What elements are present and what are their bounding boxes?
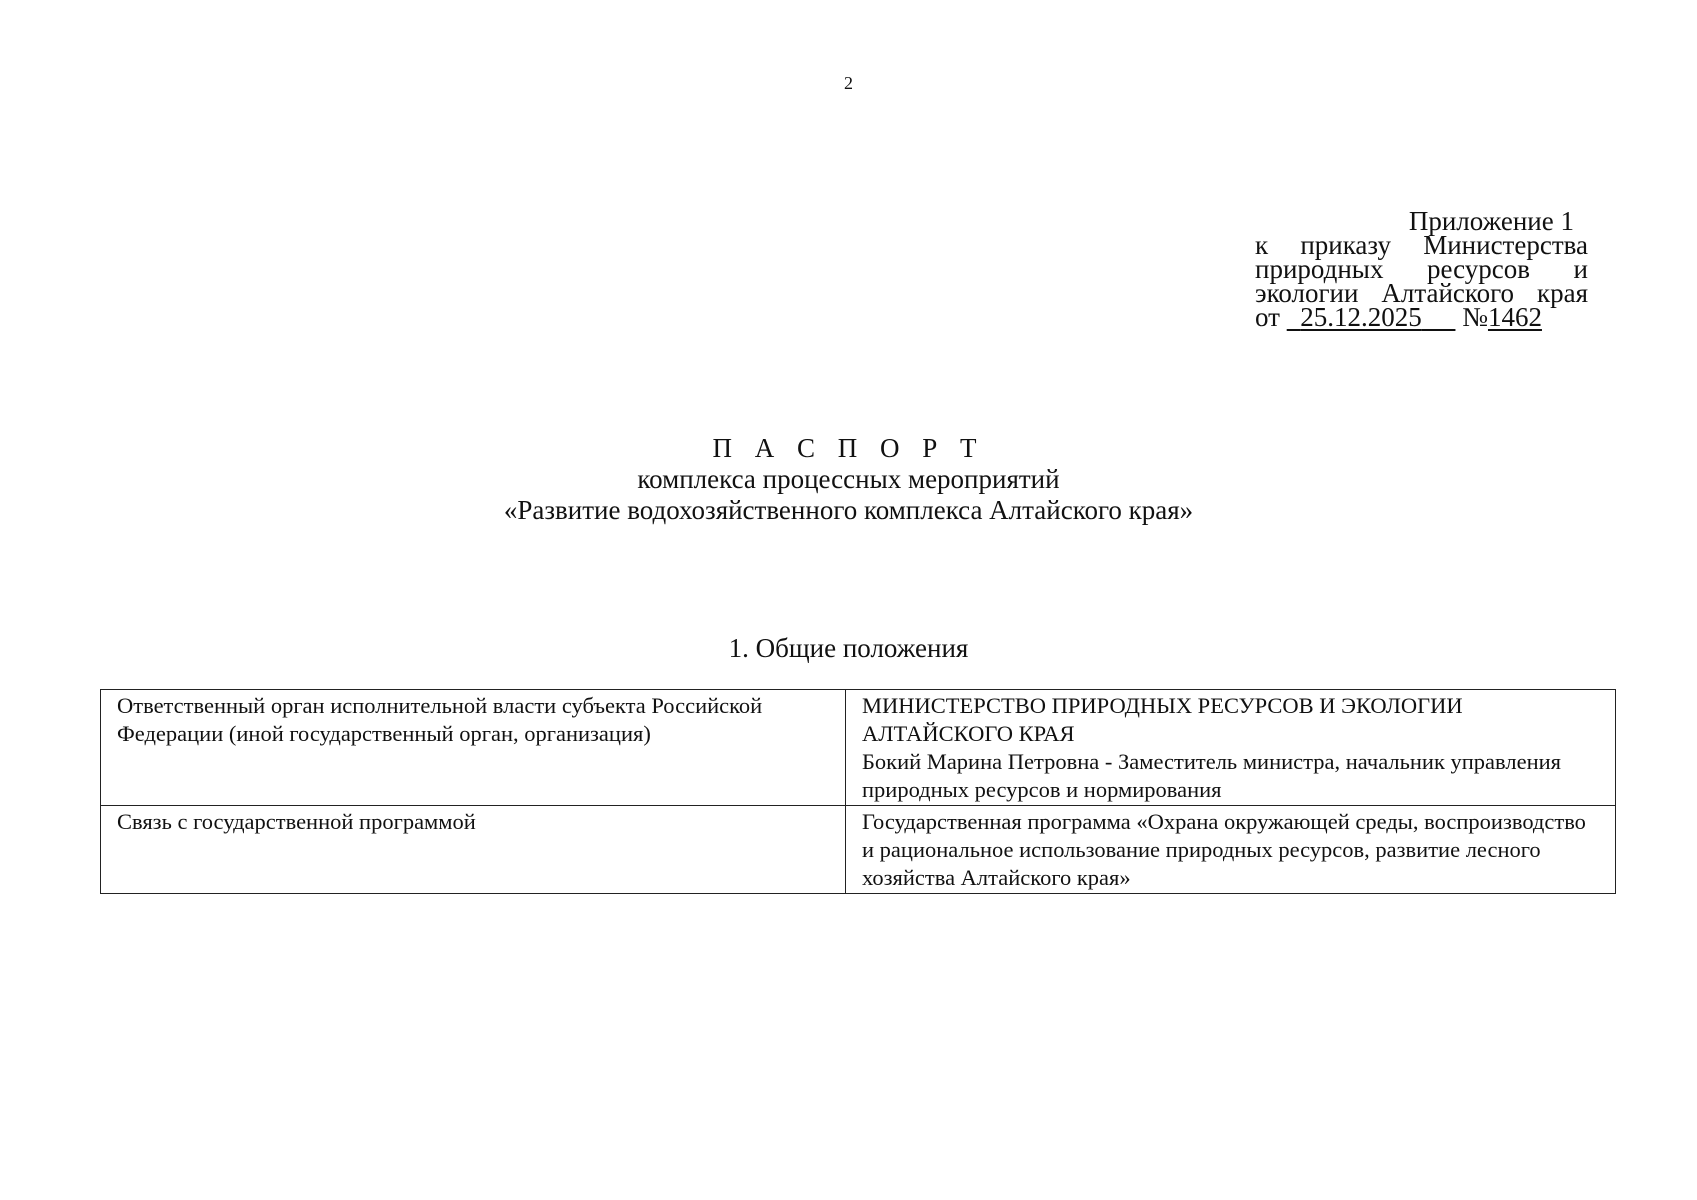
passport-title: П А С П О Р Т [712,433,985,463]
table-cell-value [846,690,1616,806]
appendix-block [1255,206,1588,332]
table-cell-label: Связь с государственной программой [101,806,846,894]
passport-subtitle: комплекса процессных мероприятий [637,464,1060,494]
appendix-date-line [1255,302,1588,332]
section-title: 1. Общие положения [728,633,969,663]
appendix-line-1: к приказу Министерства [1255,230,1588,260]
page-number: 2 [844,73,853,93]
appendix-date [1287,302,1456,332]
state-program-link: Государственная программа «Охрана окружающей среды, воспроизводство и рациональное использование природных ресурсов, развитие лесного хозяйства Алтайского края» [862,809,1586,890]
appendix-line-3: экологии Алтайского края [1255,278,1588,308]
appendix-date-prefix: от [1255,302,1280,332]
appendix-number: 1462 [1487,302,1542,332]
appendix-date-value: 25.12.2025 [1300,302,1422,332]
table-cell-label: Ответственный орган исполнительной власти субъекта Российской Федерации (иной государственный орган, организация) [101,690,846,806]
responsible-body-name: МИНИСТЕРСТВО ПРИРОДНЫХ РЕСУРСОВ И ЭКОЛОГИИ АЛТАЙСКОГО КРАЯ [862,693,1463,746]
appendix-number-sign: № [1462,302,1488,332]
table-cell-value [846,806,1616,894]
responsible-person: Бокий Марина Петровна - Заместитель министра, начальник управления природных ресурсов и нормирования [862,749,1562,802]
table-row [101,806,1616,894]
passport-heading [0,433,1697,526]
general-provisions-table [100,689,1616,894]
appendix-line-2: природных ресурсов и [1255,254,1588,284]
table-row [101,690,1616,806]
passport-program-name: «Развитие водохозяйственного комплекса Алтайского края» [503,495,1194,525]
appendix-title: Приложение 1 [1408,206,1574,236]
